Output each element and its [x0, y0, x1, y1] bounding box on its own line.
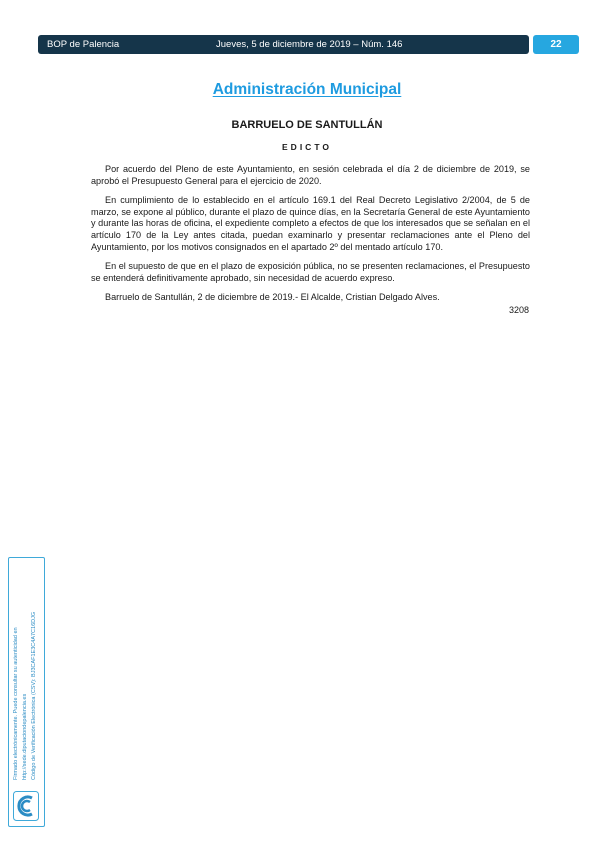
verification-line: Firmado electrónicamente. Puede consultar su autenticidad en — [13, 627, 19, 780]
signature-line: Barruelo de Santullán, 2 de diciembre de 2019.- El Alcalde, Cristian Delgado Alves. — [105, 292, 440, 303]
edict-body — [91, 164, 530, 312]
header-bar — [38, 35, 529, 54]
page-number-badge: 22 — [533, 35, 579, 54]
document-type: EDICTO — [282, 142, 332, 152]
paragraph: En el supuesto de que en el plazo de exposición pública, no se presenten reclamaciones, el Presupuesto se entenderá definitivamente aprobado, sin necesidad de acuerdo expreso. — [91, 261, 530, 283]
verification-url: http://sede.diputaciondepalencia.es — [22, 693, 28, 780]
verification-stamp — [8, 557, 45, 827]
verification-csv: Código de Verificación Electrónica (CSV): BJ3CAF1E3C4A7C16DJG — [31, 611, 37, 780]
reference-number: 3208 — [508, 305, 529, 315]
section-title: Administración Municipal — [212, 81, 402, 98]
publication-name: BOP de Palencia — [47, 39, 120, 50]
paragraph: Por acuerdo del Pleno de este Ayuntamiento, en sesión celebrada el día 2 de diciembre de 2019, se aprobó el Presupuesto General para el ejercicio de 2020. — [91, 164, 530, 186]
entity-name: BARRUELO DE SANTULLÁN — [231, 119, 383, 131]
verification-text — [12, 558, 39, 780]
paragraph: En cumplimiento de lo establecido en el artículo 169.1 del Real Decreto Legislativo 2/2004, de 5 de marzo, se expone al público, durante el plazo de quince días, en la Secretaría General de este Ayuntamiento y durante las horas de oficina, el expediente completo a efectos de que los interesados que se señalan en el artículo 170 de la Ley antes citada, puedan examinarlo y presentar reclamaciones ante el Pleno del Ayuntamiento, por los motivos consignados en el apartado 2º del mentado artículo 170. — [91, 195, 530, 252]
issue-date: Jueves, 5 de diciembre de 2019 – Núm. 146 — [216, 39, 403, 50]
csv-logo-icon — [13, 791, 39, 821]
